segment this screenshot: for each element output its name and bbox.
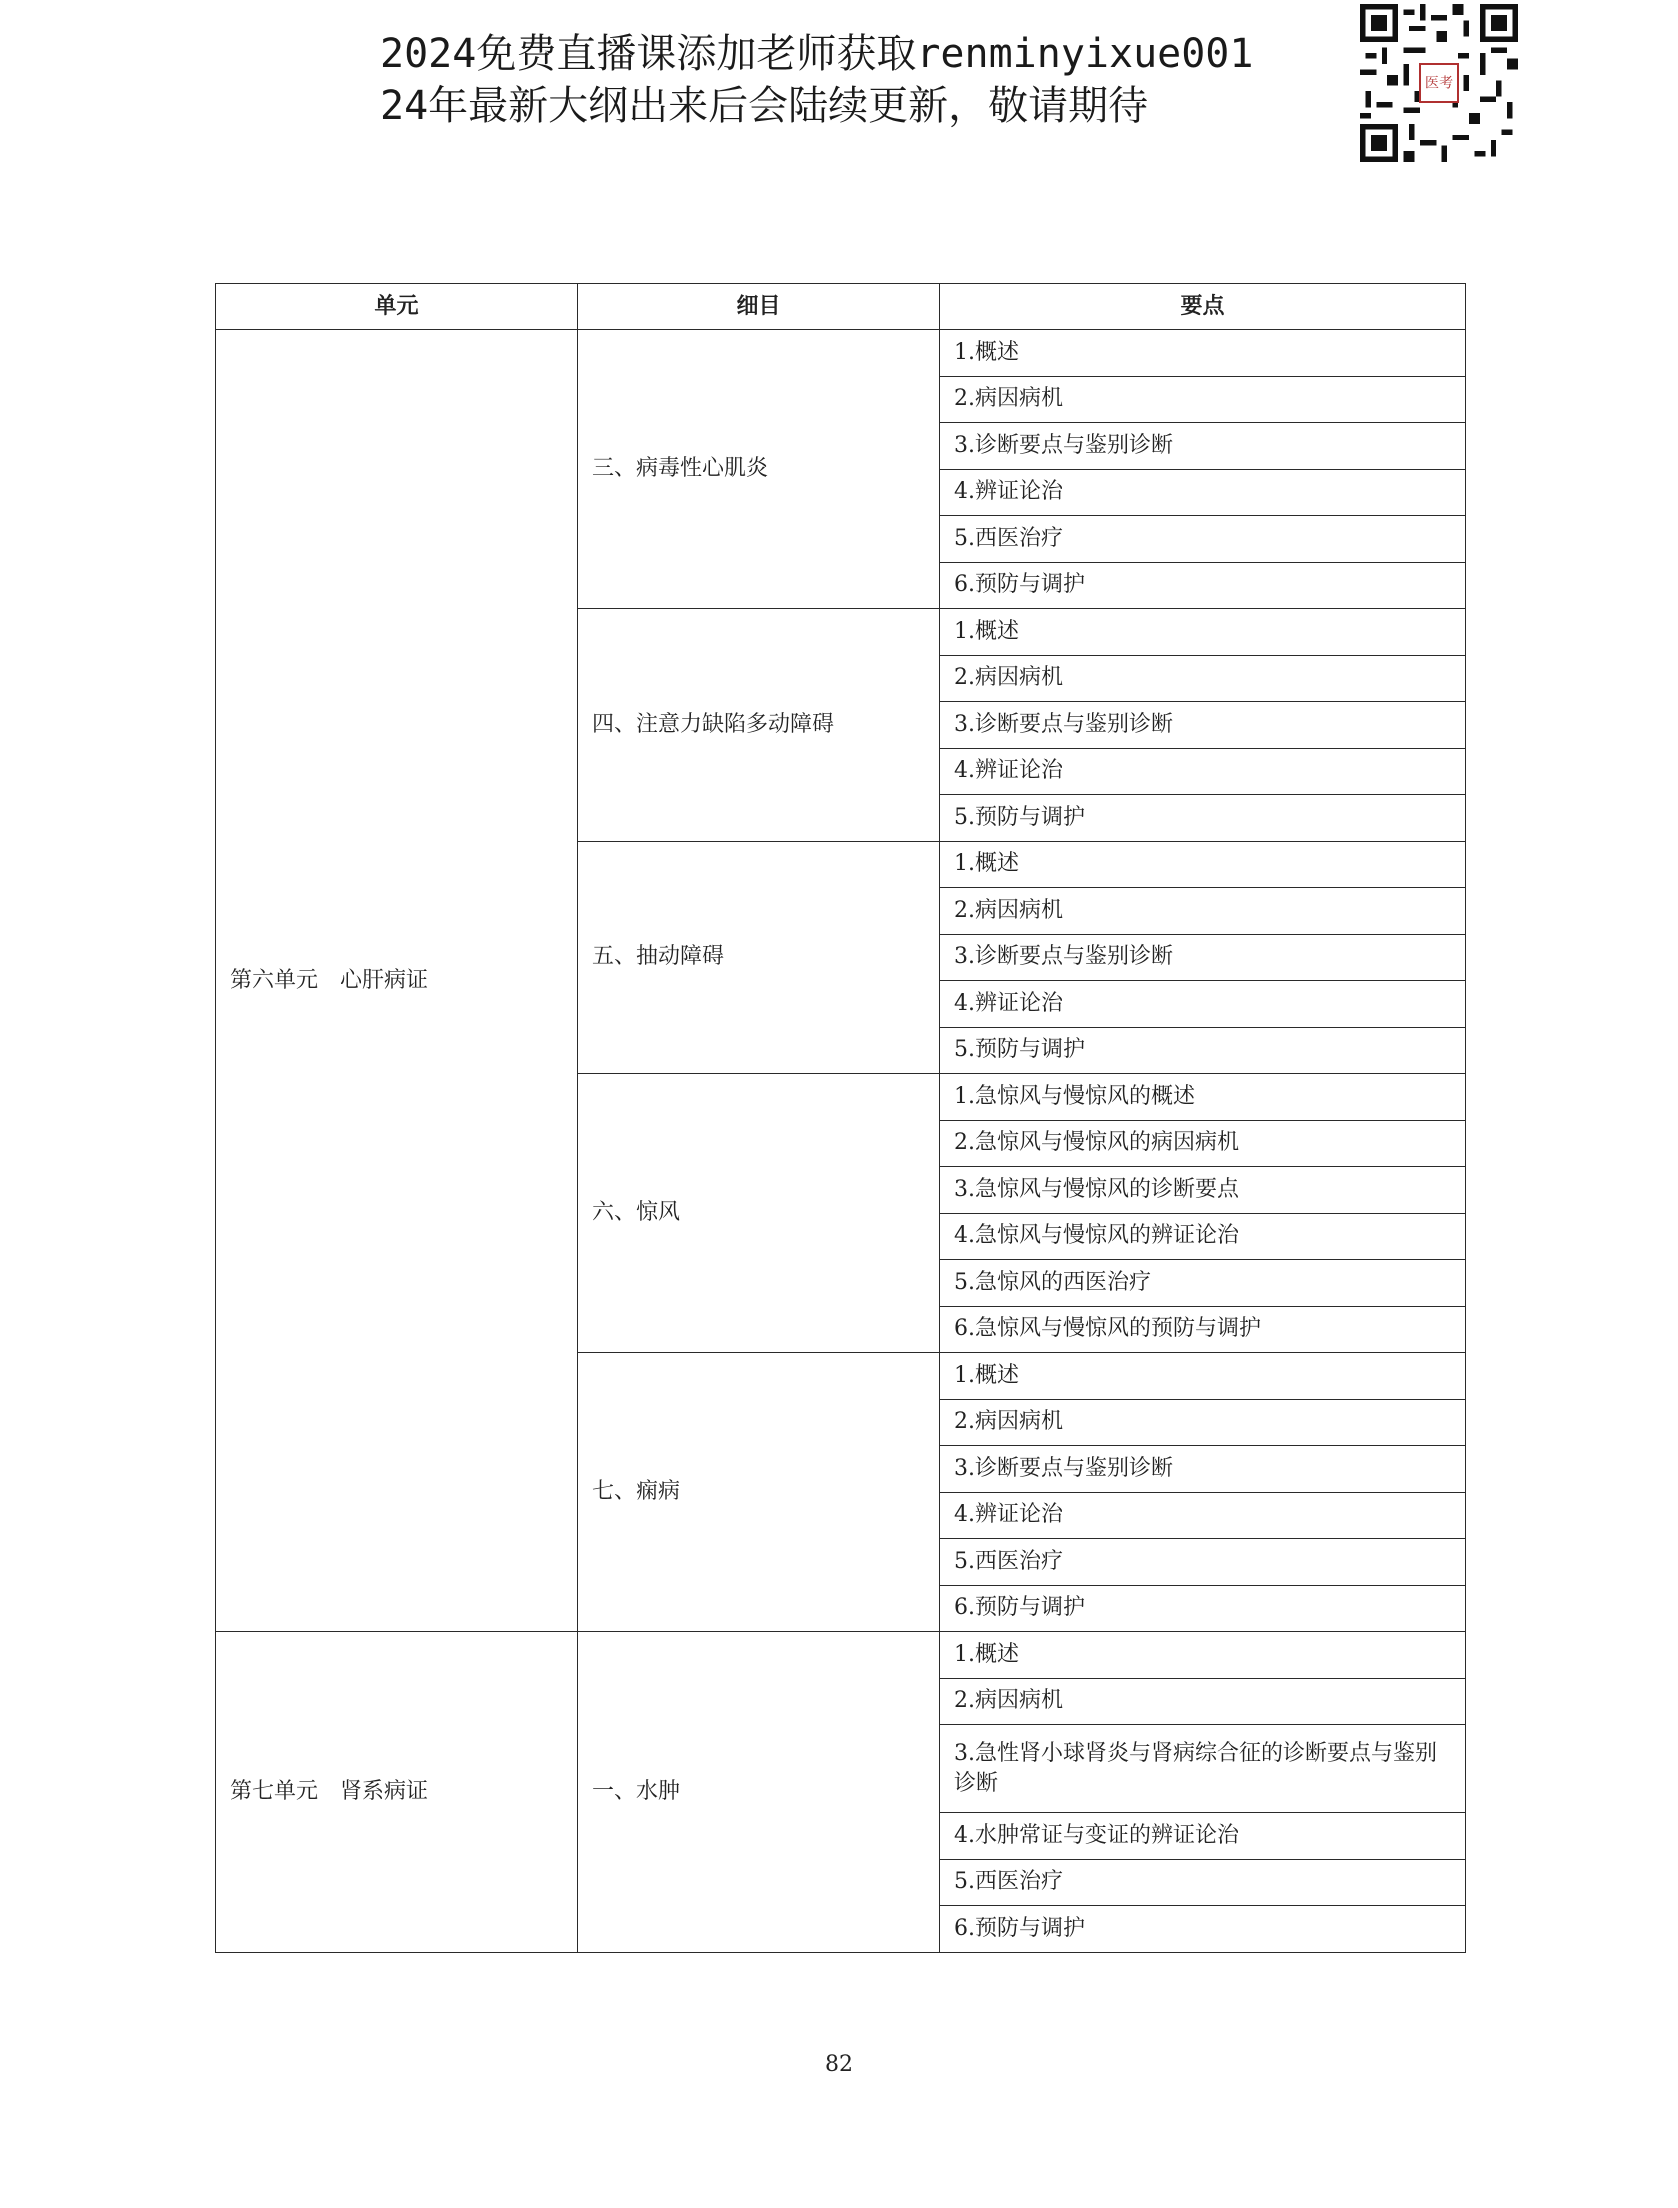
point-cell: 6.急惊风与慢惊风的预防与调护 [940,1306,1466,1353]
promo-line-1: 2024免费直播课添加老师获取renminyixue001 [380,31,1254,77]
point-cell: 4.辨证论治 [940,748,1466,795]
point-cell: 4.辨证论治 [940,1492,1466,1539]
point-cell: 4.水肿常证与变证的辨证论治 [940,1813,1466,1860]
header-item: 细目 [578,284,940,330]
qr-logo-text: 医考 [1424,75,1454,92]
point-cell: 1.概述 [940,841,1466,888]
table-header-row [216,284,1466,330]
point-cell: 1.概述 [940,1353,1466,1400]
item-cell: 六、惊风 [578,1074,940,1353]
point-cell: 3.诊断要点与鉴别诊断 [940,934,1466,981]
point-cell: 2.病因病机 [940,655,1466,702]
item-cell: 七、痫病 [578,1353,940,1632]
unit-cell: 第七单元 肾系病证 [216,1632,578,1953]
point-cell: 3.急性肾小球肾炎与肾病综合征的诊断要点与鉴别诊断 [940,1725,1466,1813]
point-cell: 3.诊断要点与鉴别诊断 [940,423,1466,470]
point-cell: 6.预防与调护 [940,1906,1466,1953]
promo-line-2: 24年最新大纲出来后会陆续更新，敬请期待 [380,83,1149,129]
point-cell: 4.辨证论治 [940,981,1466,1028]
point-cell: 4.辨证论治 [940,469,1466,516]
unit-cell: 第六单元 心肝病证 [216,330,578,1632]
point-cell: 6.预防与调护 [940,1585,1466,1632]
point-cell: 2.病因病机 [940,888,1466,935]
point-cell: 2.病因病机 [940,1399,1466,1446]
syllabus-table [215,283,1466,1953]
item-cell: 五、抽动障碍 [578,841,940,1074]
header-unit: 单元 [216,284,578,330]
point-cell: 2.急惊风与慢惊风的病因病机 [940,1120,1466,1167]
point-cell: 5.西医治疗 [940,516,1466,563]
table-body [216,330,1466,1953]
point-cell: 3.急惊风与慢惊风的诊断要点 [940,1167,1466,1214]
item-cell: 三、病毒性心肌炎 [578,330,940,609]
point-cell: 5.预防与调护 [940,795,1466,842]
item-cell: 一、水肿 [578,1632,940,1953]
point-cell: 5.预防与调护 [940,1027,1466,1074]
point-cell: 3.诊断要点与鉴别诊断 [940,702,1466,749]
point-cell: 6.预防与调护 [940,562,1466,609]
point-cell: 3.诊断要点与鉴别诊断 [940,1446,1466,1493]
table-row [216,330,1466,377]
page-number: 82 [825,2052,853,2077]
point-cell: 1.急惊风与慢惊风的概述 [940,1074,1466,1121]
point-cell: 4.急惊风与慢惊风的辨证论治 [940,1213,1466,1260]
point-cell: 1.概述 [940,1632,1466,1679]
point-cell: 5.西医治疗 [940,1539,1466,1586]
point-cell: 5.急惊风的西医治疗 [940,1260,1466,1307]
point-cell: 2.病因病机 [940,376,1466,423]
point-cell: 2.病因病机 [940,1678,1466,1725]
table-row [216,1632,1466,1679]
point-cell: 1.概述 [940,330,1466,377]
item-cell: 四、注意力缺陷多动障碍 [578,609,940,842]
header-point: 要点 [940,284,1466,330]
point-cell: 1.概述 [940,609,1466,656]
promo-header [380,28,1253,132]
qr-code-icon [1360,4,1518,162]
point-cell: 5.西医治疗 [940,1859,1466,1906]
